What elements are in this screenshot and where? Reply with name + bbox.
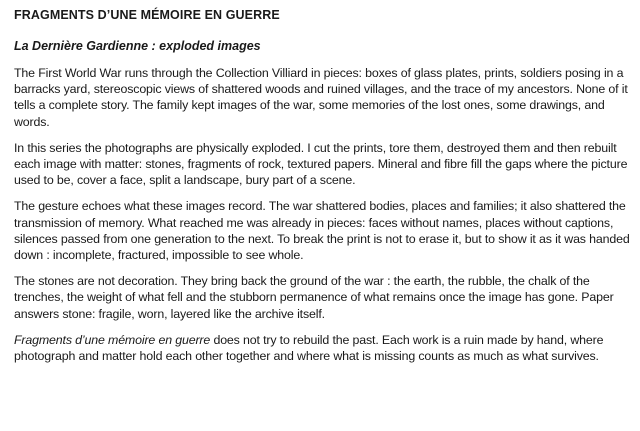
series-title-emphasis: Fragments d’une mémoire en guerre: [14, 332, 211, 347]
paragraph-process: In this series the photographs are physically exploded. I cut the prints, tore them, destroyed them and then rebuilt each image with matter: stones, fragments of rock, textured papers. Mineral and fibre fill the gaps where the picture used to be, cover a face, split a landscape, bury part of a scene.: [14, 140, 628, 188]
paragraph-collection: The First World War runs through the Collection Villiard in pieces: boxes of glass plates, prints, soldiers posing in a barracks yard, stereoscopic views of shattered woods and ruined villages, and the trace of my ancestors. None of it tells a complete story. The family kept images of the war, some memories of the lost ones, some drawings, and words.: [14, 66, 628, 129]
document-subtitle: La Dernière Gardienne : exploded images: [14, 39, 261, 53]
paragraph-stones: The stones are not decoration. They bring back the ground of the war : the earth, the rubble, the chalk of the trenches, the weight of what fell and the stubborn permanence of what remains once the image has gone. Paper answers stone: fragile, worn, layered like the archive itself.: [14, 274, 614, 321]
document-title: FRAGMENTS D’UNE MÉMOIRE EN GUERRE: [14, 8, 280, 22]
document-body: [14, 7, 632, 374]
paragraph-closing: [14, 332, 632, 364]
closing-text: does not try to rebuild the past. Each work is a ruin made by hand, where photograph and matter hold each other together and where what is missing counts as much as what survives.: [14, 332, 604, 364]
paragraph-gesture: The gesture echoes what these images record. The war shattered bodies, places and families; it also shattered the transmission of memory. What reached me was already in pieces: faces without names, places without captions, silences passed from one generation to the next. To break the print is not to erase it, but to show it as it was handed down : incomplete, fractured, impossible to see whole.: [14, 199, 630, 263]
